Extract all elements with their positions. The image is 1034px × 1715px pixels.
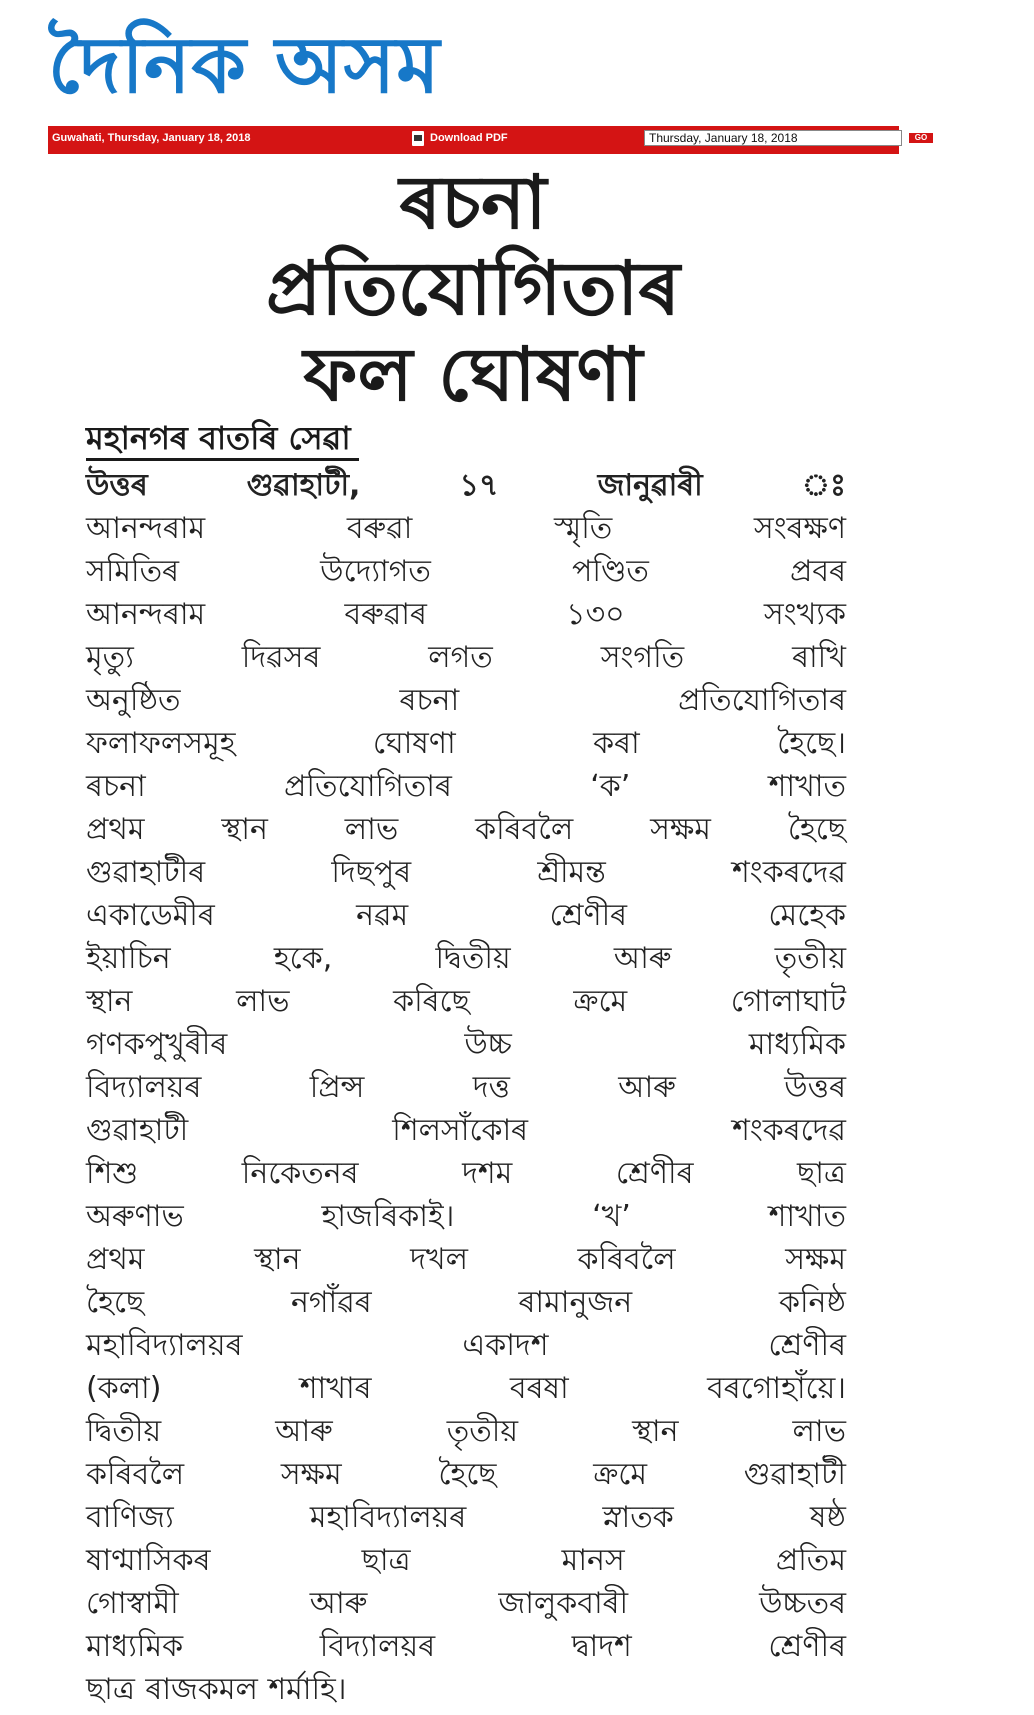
article-line bbox=[86, 636, 846, 679]
article-word: সক্ষম bbox=[280, 1457, 342, 1492]
article-word: স্থান bbox=[632, 1414, 679, 1449]
article-word: কৰা bbox=[593, 726, 640, 761]
article-line bbox=[86, 722, 846, 765]
article-word: প্ৰতিম bbox=[775, 1543, 846, 1578]
article-line bbox=[86, 593, 846, 636]
article-word: শংকৰদেৱ bbox=[732, 855, 846, 890]
article-word: বৰুৱা bbox=[346, 511, 413, 546]
article-word: পণ্ডিত bbox=[572, 554, 649, 589]
article-word: ষষ্ঠ bbox=[809, 1500, 846, 1535]
article-word: শ্ৰেণীৰ bbox=[768, 1328, 846, 1363]
go-button[interactable]: GO bbox=[908, 132, 934, 144]
article-word: বিদ্যালয়ৰ bbox=[86, 1070, 202, 1105]
download-pdf-link[interactable]: Download PDF bbox=[430, 132, 508, 144]
article-word: উচ্চ bbox=[464, 1027, 512, 1062]
article-word: শিশু bbox=[86, 1156, 139, 1191]
article-word: আনন্দৰাম bbox=[86, 597, 206, 632]
article-word: শ্ৰীমন্ত bbox=[537, 855, 606, 890]
article-word: বৰগোহাঁয়ে। bbox=[707, 1371, 846, 1406]
article-word: একাদশ bbox=[462, 1328, 549, 1363]
article-word: কৰিবলৈ bbox=[577, 1242, 676, 1277]
article-word: প্ৰতিযোগিতাৰ bbox=[284, 769, 452, 804]
article-word: শ্ৰেণীৰ bbox=[549, 898, 628, 933]
article-word: স্নাতক bbox=[602, 1500, 674, 1535]
article-word: মাধ্যমিক bbox=[86, 1629, 184, 1664]
article-word: আৰু bbox=[309, 1586, 368, 1621]
article-word: উদ্যোগত bbox=[320, 554, 431, 589]
article-word: নিকেতনৰ bbox=[241, 1156, 359, 1191]
article-word: স্থান bbox=[254, 1242, 301, 1277]
dateline: Guwahati, Thursday, January 18, 2018 bbox=[52, 132, 251, 144]
article-word: সমিতিৰ bbox=[86, 554, 180, 589]
article-word: ৰামানুজন bbox=[518, 1285, 633, 1320]
article-body bbox=[86, 464, 846, 1711]
article-word: ঘোষণা bbox=[372, 726, 456, 761]
newspaper-logo[interactable]: দৈনিক অসম bbox=[48, 21, 441, 111]
article-line bbox=[86, 765, 846, 808]
article-word: দিৱসৰ bbox=[241, 640, 321, 675]
article-word: স্থান bbox=[221, 812, 268, 847]
article-word: হৈছে bbox=[787, 812, 846, 847]
article-word: ৰাজকমল bbox=[145, 1672, 258, 1707]
article-word: শৰ্মাহি। bbox=[268, 1672, 347, 1707]
masthead bbox=[48, 18, 898, 116]
article-word: উত্তৰ bbox=[784, 1070, 846, 1105]
article-line bbox=[86, 1453, 846, 1496]
article-line bbox=[86, 937, 846, 980]
article-word: কৰিছে bbox=[393, 984, 470, 1019]
article-word: কৰিবলৈ bbox=[86, 1457, 185, 1492]
article-word: ‘খ’ bbox=[592, 1199, 631, 1234]
article-word: আৰু bbox=[613, 941, 672, 976]
article-word: দশম bbox=[462, 1156, 513, 1191]
article-word: দত্ত bbox=[472, 1070, 510, 1105]
article-word: প্ৰিন্স bbox=[309, 1070, 365, 1105]
article-word: গোস্বামী bbox=[86, 1586, 179, 1621]
article-word: আৰু bbox=[618, 1070, 676, 1105]
article-word: সংখ্যক bbox=[763, 597, 846, 632]
article-word: ফলাফলসমূহ bbox=[86, 726, 236, 761]
article-word: একাডেমীৰ bbox=[86, 898, 215, 933]
article-line bbox=[86, 550, 846, 593]
article-line bbox=[86, 1367, 846, 1410]
article-line bbox=[86, 1539, 846, 1582]
article-word: মহাবিদ্যালয়ৰ bbox=[86, 1328, 243, 1363]
byline: মহানগৰ বাতৰি সেৱা bbox=[86, 418, 359, 461]
article-word: হৈছে bbox=[86, 1285, 145, 1320]
article-word: জানুৱাৰী bbox=[597, 468, 703, 503]
article-word: প্ৰবৰ bbox=[790, 554, 846, 589]
article-word: জালুকবাৰী bbox=[498, 1586, 629, 1621]
article-line bbox=[86, 464, 846, 507]
article-word: হকে, bbox=[273, 941, 333, 976]
article-line bbox=[86, 1066, 846, 1109]
article-word: কনিষ্ঠ bbox=[778, 1285, 846, 1320]
article-word: লগত bbox=[428, 640, 493, 675]
article-word: ১৭ bbox=[459, 468, 499, 503]
headline-line: প্ৰতিযোগিতাৰ bbox=[265, 246, 681, 332]
article-word: তৃতীয় bbox=[446, 1414, 519, 1449]
article-line bbox=[86, 1238, 846, 1281]
article-word: গুৱাহাটীৰ bbox=[86, 855, 206, 890]
article-line bbox=[86, 851, 846, 894]
article-line bbox=[86, 1625, 846, 1668]
article-word: তৃতীয় bbox=[774, 941, 846, 976]
headline-line: ফল ঘোষণা bbox=[303, 332, 643, 418]
article-word: শাখাৰ bbox=[299, 1371, 372, 1406]
article-word: মহাবিদ্যালয়ৰ bbox=[309, 1500, 467, 1535]
article-word: কৰিবলৈ bbox=[475, 812, 574, 847]
article-word: বাণিজ্য bbox=[86, 1500, 174, 1535]
article-word: অৰুণাভ bbox=[86, 1199, 184, 1234]
article-word: প্ৰতিযোগিতাৰ bbox=[678, 683, 846, 718]
article-word: নগাঁৱৰ bbox=[290, 1285, 372, 1320]
article-word: সক্ষম bbox=[785, 1242, 846, 1277]
article-word: ‘ক’ bbox=[590, 769, 631, 804]
article-word: প্ৰথম bbox=[86, 812, 145, 847]
article-line bbox=[86, 1582, 846, 1625]
article-word: দ্বিতীয় bbox=[435, 941, 511, 976]
article-word: দখল bbox=[410, 1242, 468, 1277]
article-word: দিছপুৰ bbox=[331, 855, 412, 890]
pdf-file-icon[interactable] bbox=[412, 131, 424, 146]
article-word: দ্বিতীয় bbox=[86, 1414, 162, 1449]
article-word: আনন্দৰাম bbox=[86, 511, 206, 546]
article-word: বিদ্যালয়ৰ bbox=[319, 1629, 436, 1664]
article-line bbox=[86, 1152, 846, 1195]
article-word: ঃ bbox=[801, 468, 846, 503]
article-word: গুৱাহাটী, bbox=[246, 468, 361, 503]
article-word: ৰাখি bbox=[792, 640, 846, 675]
article-word: লাভ bbox=[344, 812, 399, 847]
article-word: গুৱাহাটী bbox=[86, 1113, 189, 1148]
article-line bbox=[86, 507, 846, 550]
article-line bbox=[86, 1195, 846, 1238]
article-word: সক্ষম bbox=[650, 812, 711, 847]
article-word: লাভ bbox=[236, 984, 290, 1019]
article-word: লাভ bbox=[792, 1414, 846, 1449]
article-clipping bbox=[48, 160, 899, 1707]
article-word: ১৩০ bbox=[566, 597, 625, 632]
article-word: শাখাত bbox=[768, 1199, 846, 1234]
article-word: উত্তৰ bbox=[86, 468, 148, 503]
article-word: আৰু bbox=[275, 1414, 333, 1449]
article-word: (কলা) bbox=[86, 1371, 162, 1406]
article-word: মৃত্যু bbox=[86, 640, 134, 675]
article-word: স্মৃতি bbox=[554, 511, 613, 546]
article-word: ইয়াচিন bbox=[86, 941, 171, 976]
article-word: বৰষা bbox=[509, 1371, 569, 1406]
article-word: ক্ৰমে bbox=[573, 984, 628, 1019]
article-line bbox=[86, 808, 846, 851]
article-word: মাধ্যমিক bbox=[748, 1027, 846, 1062]
article-line bbox=[86, 1496, 846, 1539]
article-line bbox=[86, 1109, 846, 1152]
article-word: শাখাত bbox=[768, 769, 846, 804]
article-word: ক্ৰমে bbox=[593, 1457, 648, 1492]
headline bbox=[108, 160, 838, 418]
headline-line: ৰচনা bbox=[399, 160, 547, 246]
article-word: হৈছে bbox=[438, 1457, 497, 1492]
article-word: ষাণ্মাসিকৰ bbox=[86, 1543, 211, 1578]
article-line bbox=[86, 1023, 846, 1066]
article-word: শংকৰদেৱ bbox=[732, 1113, 846, 1148]
article-word: ছাত্ৰ bbox=[86, 1672, 135, 1707]
article-word: ছাত্ৰ bbox=[797, 1156, 846, 1191]
article-word: মেহেক bbox=[768, 898, 846, 933]
article-line bbox=[86, 1281, 846, 1324]
article-word: উচ্চতৰ bbox=[759, 1586, 846, 1621]
article-word: প্ৰথম bbox=[86, 1242, 145, 1277]
article-word: শ্ৰেণীৰ bbox=[768, 1629, 846, 1664]
date-input[interactable] bbox=[644, 130, 902, 146]
article-word: ছাত্ৰ bbox=[361, 1543, 411, 1578]
article-word: ৰচনা bbox=[399, 683, 460, 718]
article-word: গুৱাহাটী bbox=[743, 1457, 846, 1492]
article-word: ৰচনা bbox=[86, 769, 146, 804]
article-line bbox=[86, 1410, 846, 1453]
article-word: হৈছে। bbox=[777, 726, 846, 761]
article-word: শ্ৰেণীৰ bbox=[615, 1156, 694, 1191]
article-word: সংৰক্ষণ bbox=[753, 511, 846, 546]
article-word: শিলসাঁকোৰ bbox=[392, 1113, 529, 1148]
article-line bbox=[86, 1324, 846, 1367]
article-word: নৱম bbox=[356, 898, 409, 933]
toolbar bbox=[48, 126, 928, 154]
article-word: স্থান bbox=[86, 984, 133, 1019]
article-line bbox=[86, 980, 846, 1023]
article-word: গোলাঘাট bbox=[730, 984, 846, 1019]
article-word: অনুষ্ঠিত bbox=[86, 683, 181, 718]
article-line bbox=[86, 679, 846, 722]
article-word: মানস bbox=[561, 1543, 625, 1578]
article-word: গণকপুখুৰীৰ bbox=[86, 1027, 228, 1062]
article-line bbox=[86, 894, 846, 937]
article-line bbox=[86, 1668, 846, 1711]
article-word: সংগতি bbox=[600, 640, 685, 675]
article-word: হাজৰিকাই। bbox=[321, 1199, 455, 1234]
article-word: দ্বাদশ bbox=[571, 1629, 632, 1664]
article-word: বৰুৱাৰ bbox=[344, 597, 427, 632]
